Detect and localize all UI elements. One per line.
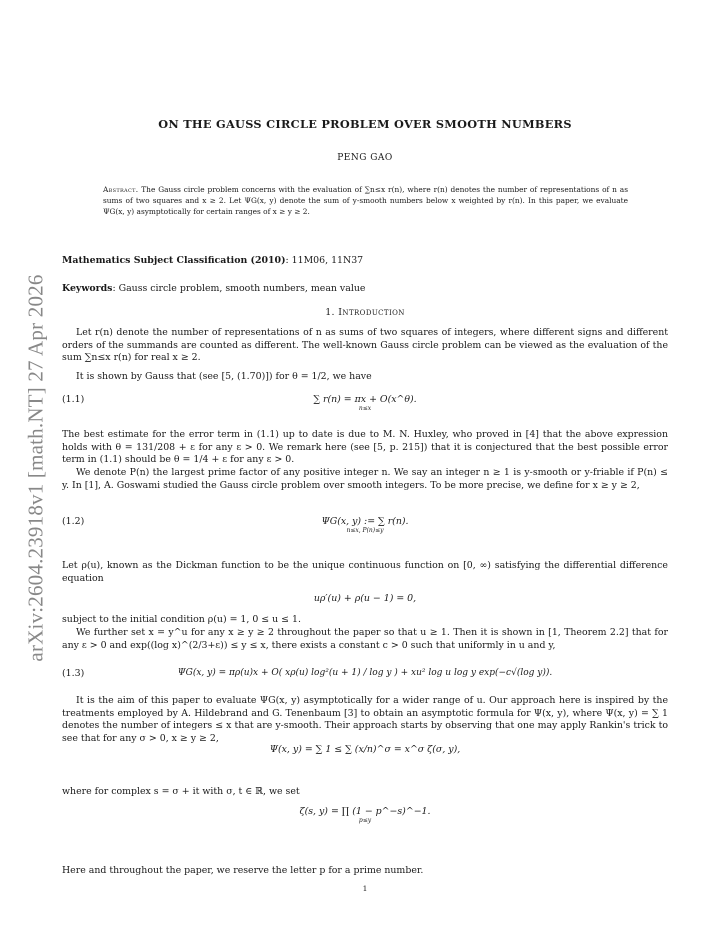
equation-body: ∑ r(n) = πx + O(x^θ). n≤x xyxy=(62,394,668,412)
paper-author: PENG GAO xyxy=(337,153,393,163)
equation-label: (1.3) xyxy=(62,668,85,679)
equation-body: uρ′(u) + ρ(u − 1) = 0, xyxy=(313,593,417,604)
equation-label: (1.1) xyxy=(62,394,85,405)
keywords-label: Keywords xyxy=(62,283,113,294)
equation-body: ΨG(x, y) = πρ(u)x + O( xρ(u) log²(u + 1) / log y ) + xu² log u log y exp(−c√(log y)). xyxy=(177,668,553,678)
abstract-text: The Gauss circle problem concerns with the evaluation of ∑n≤x r(n), where r(n) denotes the number of representations of n as sums of two squares and x ≥ 2. Let ΨG(x, y) denote the sum of y-smooth numbers below x weighted by r(n). In this paper, we evaluate ΨG(x, y) asymptotically for certain ranges of x ≥ y ≥ 2. xyxy=(103,185,628,216)
equation-1-2 xyxy=(62,514,668,548)
paragraph-4: We denote P(n) the largest prime factor of any positive integer n. We say an integer n ≥ 1 is y-smooth or y-friable if P(n) ≤ y. In [1], A. Goswami studied the Gauss circle problem over smooth integers. To be more precise, we define for x ≥ y ≥ 2, xyxy=(62,467,668,491)
abstract-label: Abstract. xyxy=(103,185,139,194)
keywords-value: : Gauss circle problem, smooth numbers, mean value xyxy=(112,283,366,294)
paragraph-10: Here and throughout the paper, we reserve the letter p for a prime number. xyxy=(62,865,424,876)
keywords-line xyxy=(62,283,668,296)
section-heading: 1. Introduction xyxy=(325,307,405,318)
paragraph-5: Let ρ(u), known as the Dickman function to be the unique continuous function on [0, ∞) satisfying the differential difference equation xyxy=(62,560,668,584)
equation-subscript: n≤x, P(n)≤y xyxy=(346,527,384,534)
abstract xyxy=(103,184,628,217)
arxiv-identifier: arXiv:2604.23918v1 [math.NT] 27 Apr 2026 xyxy=(23,274,48,662)
paragraph-6: subject to the initial condition ρ(u) = 1, 0 ≤ u ≤ 1. xyxy=(62,614,301,625)
arxiv-side-stamp xyxy=(16,248,56,688)
equation-label: (1.2) xyxy=(62,516,85,527)
paragraph-3: The best estimate for the error term in (1.1) up to date is due to M. N. Huxley, who proved in [4] that the above expression holds with θ = 131/208 + ε for any ε > 0. We remark here (see [5, p. 215]) that it is conjectured that the best possible error term in (1.1) should be θ = 1/4 + ε for any ε > 0. xyxy=(62,429,668,466)
equation-subscript: p≤y xyxy=(358,817,372,824)
equation-zeta xyxy=(62,806,668,834)
paragraph-1: Let r(n) denote the number of representations of n as sums of two squares of integers, where different signs and different orders of the summands are counted as different. The well-known Gauss circle problem can be viewed as the evaluation of the sum ∑n≤x r(n) for real x ≥ 2. xyxy=(62,327,668,364)
msc-value: : 11M06, 11N37 xyxy=(285,255,364,266)
paper-title: ON THE GAUSS CIRCLE PROBLEM OVER SMOOTH NUMBERS xyxy=(158,117,572,131)
paragraph-7: We further set x = y^u for any x ≥ y ≥ 2 throughout the paper so that u ≥ 1. Then it is shown in [1, Theorem 2.2] that for any ε > 0 and exp((log x)^(2/3+ε)) ≤ y ≤ x, there exists a constant c > 0 such that uniformly in u and y, xyxy=(62,627,668,651)
equation-body: Ψ(x, y) = ∑ 1 ≤ ∑ (x/n)^σ = x^σ ζ(σ, y), xyxy=(269,744,461,755)
paragraph-2: It is shown by Gauss that (see [5, (1.70)]) for θ = 1/2, we have xyxy=(76,371,372,382)
equation-body: ΨG(x, y) := ∑ r(n). n≤x, P(n)≤y xyxy=(62,516,668,534)
equation-1-1 xyxy=(62,392,668,418)
page-number: 1 xyxy=(362,884,368,893)
msc-line xyxy=(62,255,668,268)
equation-subscript: n≤x xyxy=(358,405,372,412)
equation-body: ζ(s, y) = ∏ (1 − p^−s)^−1. p≤y xyxy=(62,806,668,824)
equation-rankin xyxy=(62,744,668,776)
paragraph-9: where for complex s = σ + it with σ, t ∈ ℝ, we set xyxy=(62,786,300,797)
msc-label: Mathematics Subject Classification (2010) xyxy=(62,255,286,266)
paragraph-8: It is the aim of this paper to evaluate ΨG(x, y) asymptotically for a wider range of u. Our approach here is inspired by the treatments employed by A. Hildebrand and G. Tenenbaum [3] to obtain an asymptotic formula for Ψ(x, y), where Ψ(x, y) = ∑ 1 denotes the number of integers ≤ x that are y-smooth. Their approach starts by observing that one may apply Rankin's trick to see that for any σ > 0, x ≥ y ≥ 2, xyxy=(62,695,668,744)
